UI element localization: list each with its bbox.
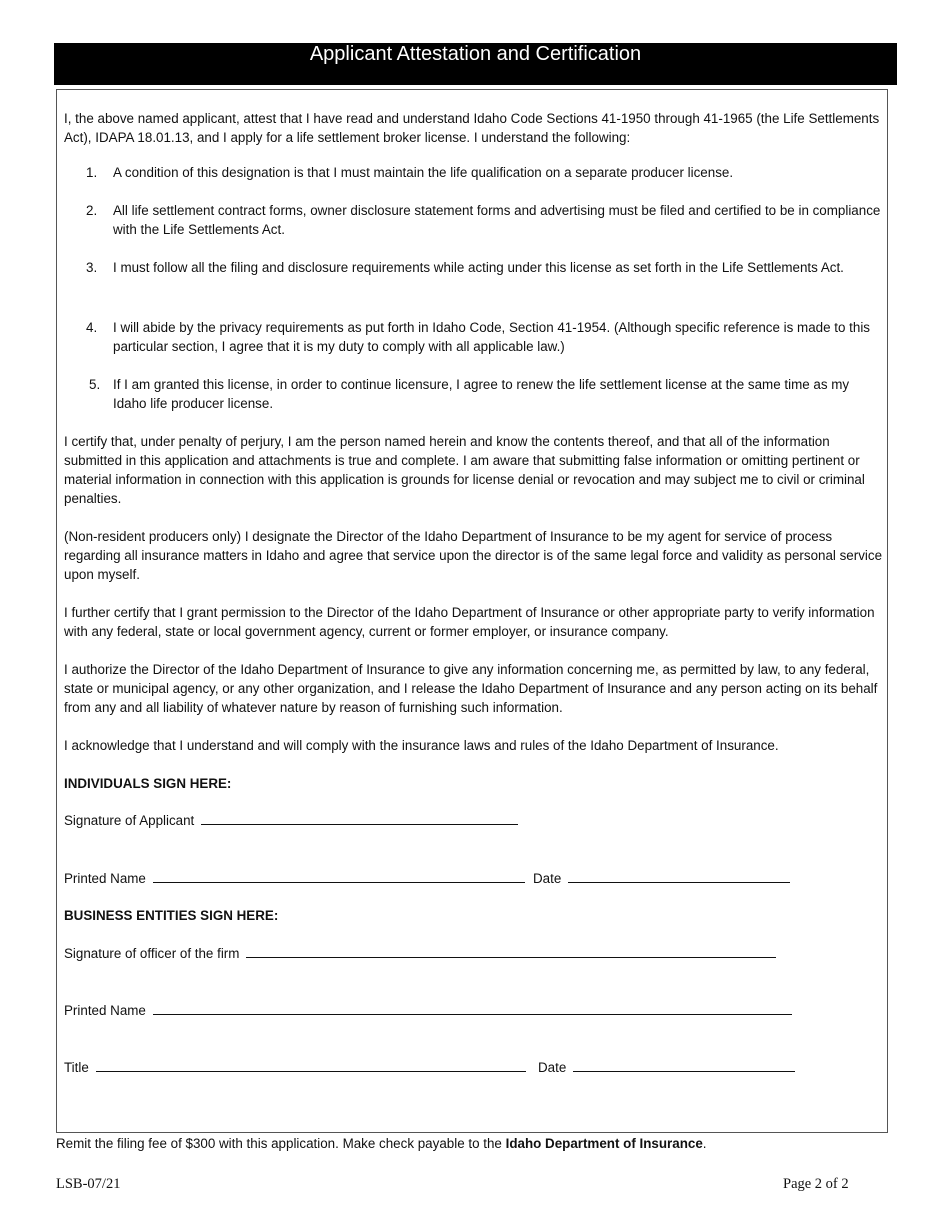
individual-date-label: Date (533, 871, 562, 886)
business-heading: BUSINESS ENTITIES SIGN HERE: (64, 908, 279, 923)
item-number-5: 5. (89, 377, 101, 392)
individual-printed-name-label: Printed Name (64, 871, 146, 886)
item-text-3: I must follow all the filing and disclosure requirements while acting under this license as set forth in the Life Settlements Act. (113, 260, 844, 275)
business-title-label: Title (64, 1060, 89, 1075)
nonresident-paragraph: (Non-resident producers only) I designate the Director of the Idaho Department of Insurance to be my agent for service of process regarding all insurance matters in Idaho and agree that service upon the director is of the same legal force and validity as personal service upon myself. (64, 529, 883, 582)
business-title-row (64, 1058, 526, 1077)
individual-date-line[interactable] (568, 870, 790, 883)
applicant-signature-label: Signature of Applicant (64, 813, 195, 828)
officer-signature-row (64, 944, 776, 963)
item-number-2: 2. (86, 203, 98, 218)
item-text-2: All life settlement contract forms, owner disclosure statement forms and advertising must be filed and certified to be in compliance with the Life Settlements Act. (113, 203, 881, 237)
authorization-paragraph: I authorize the Director of the Idaho Department of Insurance to give any information concerning me, as permitted by law, to any federal, state or municipal agency, or any other organization, and I release the Idaho Department of Insurance and any person acting on its behalf from any and all liability of whatever nature by reason of furnishing such information. (64, 662, 878, 715)
remit-prefix: Remit the filing fee of $300 with this application. Make check payable to the (56, 1136, 506, 1151)
item-number-3: 3. (86, 260, 98, 275)
business-date-row (538, 1058, 795, 1077)
item-text-1: A condition of this designation is that I must maintain the life qualification on a separate producer license. (113, 165, 734, 180)
business-printed-name-line[interactable] (153, 1002, 792, 1015)
individual-date-row (533, 869, 790, 888)
remit-payee: Idaho Department of Insurance (505, 1136, 703, 1151)
item-text-5: If I am granted this license, in order to continue licensure, I agree to renew the life settlement license at the same time as my Idaho life producer license. (113, 377, 850, 411)
page-title: Applicant Attestation and Certification (309, 43, 642, 65)
business-date-label: Date (538, 1060, 567, 1075)
page-title-bar (54, 43, 897, 85)
individuals-heading: INDIVIDUALS SIGN HERE: (64, 776, 232, 791)
applicant-signature-line[interactable] (201, 812, 518, 825)
page-number: Page 2 of 2 (783, 1176, 849, 1192)
business-printed-name-label: Printed Name (64, 1003, 146, 1018)
item-text-4: I will abide by the privacy requirements as put forth in Idaho Code, Section 41-1954. (Although specific reference is made to this particular section, I agree that it is my duty to comply with all applicable law.) (113, 320, 870, 354)
individual-printed-name-line[interactable] (153, 870, 525, 883)
business-title-line[interactable] (96, 1059, 526, 1072)
business-date-line[interactable] (573, 1059, 795, 1072)
item-number-4: 4. (86, 320, 98, 335)
acknowledgement-paragraph: I acknowledge that I understand and will comply with the insurance laws and rules of the Idaho Department of Insurance. (64, 738, 779, 753)
permission-paragraph: I further certify that I grant permission to the Director of the Idaho Department of Insurance or other appropriate party to verify information with any federal, state or local government agency, current or former employer, or insurance company. (64, 605, 875, 639)
form-code: LSB-07/21 (56, 1176, 121, 1192)
item-number-1: 1. (86, 165, 98, 180)
business-printed-name-row (64, 1001, 792, 1020)
applicant-signature-row (64, 811, 518, 830)
perjury-paragraph: I certify that, under penalty of perjury, I am the person named herein and know the contents thereof, and that all of the information submitted in this application and attachments is true and complete. I am aware that submitting false information or omitting pertinent or material information in connection with this application is grounds for license denial or revocation and may subject me to civil or criminal penalties. (64, 434, 865, 506)
intro-paragraph: I, the above named applicant, attest that I have read and understand Idaho Code Sections 41-1950 through 41-1965 (the Life Settlements Act), IDAPA 18.01.13, and I apply for a life settlement broker license. I understand the following: (64, 111, 880, 145)
officer-signature-label: Signature of officer of the firm (64, 946, 240, 961)
remit-suffix: . (702, 1136, 707, 1151)
officer-signature-line[interactable] (246, 945, 776, 958)
individual-printed-name-row (64, 869, 525, 888)
remit-note (56, 1134, 707, 1153)
